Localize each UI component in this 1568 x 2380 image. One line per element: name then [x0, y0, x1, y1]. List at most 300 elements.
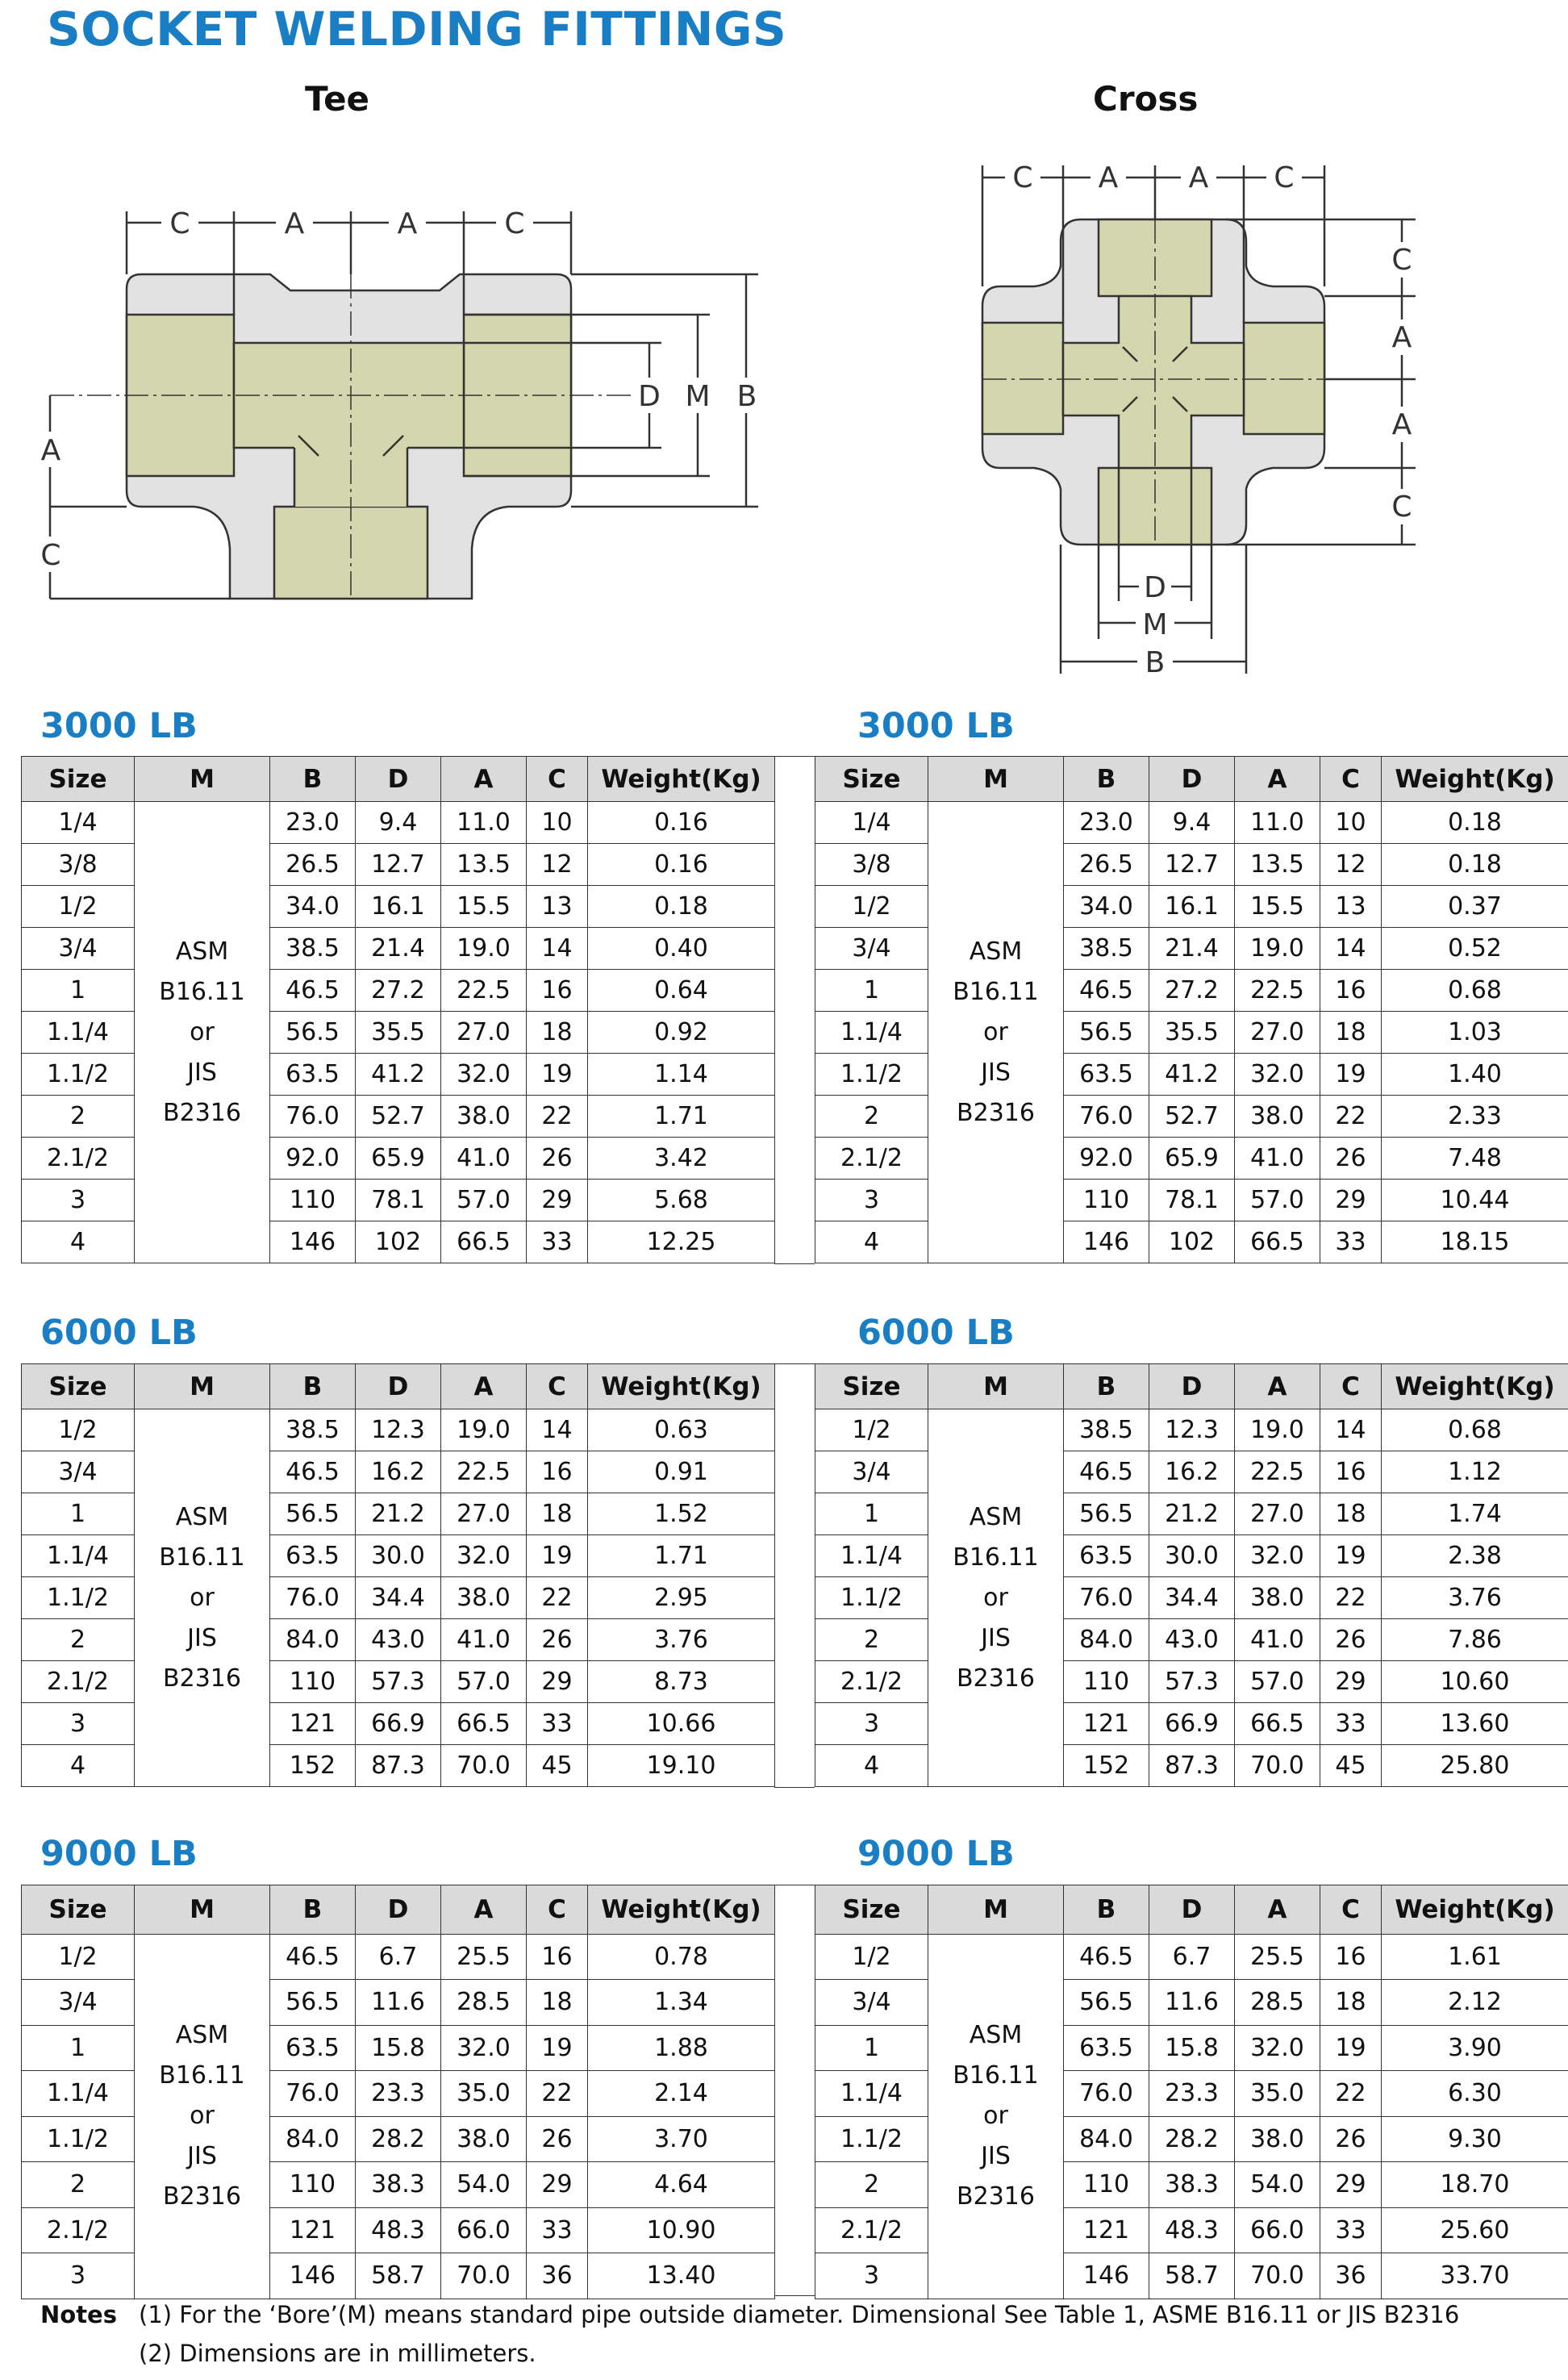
c-cell: 18 [1320, 1493, 1382, 1535]
column-header: Weight(Kg) [1382, 1364, 1568, 1409]
bore-standard-cell [928, 1934, 1064, 2299]
column-header: Size [22, 1364, 135, 1409]
c-cell: 26 [1320, 1138, 1382, 1180]
d-cell: 87.3 [356, 1745, 441, 1787]
b-cell: 23.0 [1064, 802, 1149, 844]
b-cell: 46.5 [270, 970, 356, 1012]
c-cell: 36 [527, 2253, 588, 2299]
size-cell: 3 [22, 1703, 135, 1745]
d-cell: 15.8 [356, 2025, 441, 2071]
b-cell: 56.5 [1064, 1980, 1149, 2026]
notes-item-2: (2) Dimensions are in millimeters. [139, 2340, 536, 2367]
weight-cell: 19.10 [588, 1745, 775, 1787]
cross-dim-d: D [1144, 571, 1166, 604]
d-cell: 41.2 [1149, 1054, 1235, 1096]
a-cell: 19.0 [441, 1409, 527, 1451]
column-header: A [1235, 757, 1320, 802]
c-cell: 26 [1320, 2116, 1382, 2162]
b-cell: 63.5 [270, 1535, 356, 1577]
c-cell: 29 [527, 2162, 588, 2208]
weight-cell: 3.90 [1382, 2025, 1568, 2071]
a-cell: 13.5 [1235, 844, 1320, 886]
column-header: C [1320, 757, 1382, 802]
weight-cell: 1.03 [1382, 1012, 1568, 1054]
d-cell: 21.4 [356, 928, 441, 970]
column-header: Size [815, 1885, 928, 1935]
section-label-6000-cross: 6000 LB [857, 1313, 1015, 1353]
size-cell: 3 [815, 1180, 928, 1221]
d-cell: 65.9 [1149, 1138, 1235, 1180]
tee-dim-b: B [736, 380, 757, 413]
weight-cell: 0.18 [1382, 844, 1568, 886]
a-cell: 38.0 [1235, 1577, 1320, 1619]
a-cell: 11.0 [441, 802, 527, 844]
d-cell: 28.2 [356, 2116, 441, 2162]
table-row [22, 1934, 775, 1980]
column-header: Size [22, 757, 135, 802]
d-cell: 23.3 [1149, 2071, 1235, 2117]
b-cell: 34.0 [270, 886, 356, 928]
size-cell: 3 [815, 2253, 928, 2299]
d-cell: 102 [1149, 1221, 1235, 1263]
size-cell: 1.1/4 [815, 1535, 928, 1577]
weight-cell: 18.15 [1382, 1221, 1568, 1263]
b-cell: 121 [270, 1703, 356, 1745]
table-row [22, 1409, 775, 1451]
d-cell: 43.0 [356, 1619, 441, 1661]
c-cell: 14 [527, 1409, 588, 1451]
c-cell: 26 [527, 1138, 588, 1180]
table-row [815, 1934, 1568, 1980]
a-cell: 57.0 [441, 1180, 527, 1221]
b-cell: 56.5 [1064, 1493, 1149, 1535]
b-cell: 110 [1064, 1661, 1149, 1703]
weight-cell: 0.63 [588, 1409, 775, 1451]
size-cell: 1/4 [815, 802, 928, 844]
weight-cell: 12.25 [588, 1221, 775, 1263]
weight-cell: 7.48 [1382, 1138, 1568, 1180]
tee-6000-table [21, 1363, 775, 1787]
tee-dim-a-left: A [284, 207, 305, 240]
c-cell: 14 [1320, 1409, 1382, 1451]
bore-standard-cell [135, 1934, 270, 2299]
b-cell: 121 [270, 2207, 356, 2253]
weight-cell: 0.18 [1382, 802, 1568, 844]
b-cell: 46.5 [270, 1934, 356, 1980]
weight-cell: 2.14 [588, 2071, 775, 2117]
weight-cell: 1.71 [588, 1535, 775, 1577]
c-cell: 16 [527, 1934, 588, 1980]
c-cell: 10 [527, 802, 588, 844]
weight-cell: 3.70 [588, 2116, 775, 2162]
b-cell: 46.5 [1064, 970, 1149, 1012]
b-cell: 38.5 [270, 1409, 356, 1451]
a-cell: 35.0 [1235, 2071, 1320, 2117]
b-cell: 38.5 [1064, 928, 1149, 970]
cross-dim-a-right: A [1188, 161, 1209, 194]
d-cell: 30.0 [356, 1535, 441, 1577]
weight-cell: 10.66 [588, 1703, 775, 1745]
a-cell: 38.0 [441, 2116, 527, 2162]
b-cell: 26.5 [270, 844, 356, 886]
d-cell: 11.6 [356, 1980, 441, 2026]
bore-standard-line: B2316 [957, 1664, 1035, 1693]
d-cell: 9.4 [356, 802, 441, 844]
table-row [22, 802, 775, 844]
cross-dim-m: M [1142, 608, 1168, 641]
column-header: D [1149, 757, 1235, 802]
c-cell: 33 [527, 2207, 588, 2253]
d-cell: 6.7 [1149, 1934, 1235, 1980]
a-cell: 27.0 [1235, 1012, 1320, 1054]
column-header: B [1064, 1364, 1149, 1409]
size-cell: 1.1/4 [22, 1535, 135, 1577]
size-cell: 1 [22, 970, 135, 1012]
c-cell: 22 [527, 1096, 588, 1138]
d-cell: 102 [356, 1221, 441, 1263]
d-cell: 65.9 [356, 1138, 441, 1180]
b-cell: 152 [270, 1745, 356, 1787]
column-header: A [1235, 1364, 1320, 1409]
weight-cell: 18.70 [1382, 2162, 1568, 2208]
d-cell: 57.3 [1149, 1661, 1235, 1703]
c-cell: 18 [1320, 1980, 1382, 2026]
weight-cell: 0.40 [588, 928, 775, 970]
bore-standard-line: JIS [981, 1058, 1011, 1087]
a-cell: 22.5 [441, 970, 527, 1012]
bore-standard-line: or [190, 1017, 215, 1046]
bore-standard-line: JIS [187, 2142, 217, 2170]
b-cell: 110 [1064, 2162, 1149, 2208]
tee-dim-a-right: A [397, 207, 418, 240]
size-cell: 4 [815, 1745, 928, 1787]
tee-dim-a-vertical: A [40, 434, 61, 467]
b-cell: 146 [1064, 2253, 1149, 2299]
weight-cell: 1.74 [1382, 1493, 1568, 1535]
size-cell: 1/2 [22, 1934, 135, 1980]
bore-standard-cell [928, 802, 1064, 1263]
b-cell: 110 [1064, 1180, 1149, 1221]
d-cell: 12.7 [1149, 844, 1235, 886]
d-cell: 12.3 [356, 1409, 441, 1451]
bore-standard-line: or [983, 2102, 1008, 2130]
c-cell: 45 [527, 1745, 588, 1787]
d-cell: 16.2 [356, 1451, 441, 1493]
page-title: SOCKET WELDING FITTINGS [47, 2, 787, 56]
weight-cell: 1.40 [1382, 1054, 1568, 1096]
c-cell: 19 [527, 2025, 588, 2071]
column-header: M [928, 1364, 1064, 1409]
column-header: A [441, 757, 527, 802]
c-cell: 29 [1320, 2162, 1382, 2208]
c-cell: 22 [1320, 1096, 1382, 1138]
a-cell: 22.5 [1235, 970, 1320, 1012]
weight-cell: 0.18 [588, 886, 775, 928]
bore-standard-line: ASM [175, 937, 229, 966]
c-cell: 22 [527, 1577, 588, 1619]
b-cell: 76.0 [270, 1096, 356, 1138]
column-header: B [270, 757, 356, 802]
column-header: Weight(Kg) [588, 757, 775, 802]
b-cell: 26.5 [1064, 844, 1149, 886]
b-cell: 121 [1064, 2207, 1149, 2253]
c-cell: 33 [527, 1703, 588, 1745]
cross-6000-table [815, 1363, 1568, 1787]
c-cell: 26 [527, 2116, 588, 2162]
column-header: Size [22, 1885, 135, 1935]
a-cell: 28.5 [1235, 1980, 1320, 2026]
size-cell: 3/8 [22, 844, 135, 886]
weight-cell: 2.38 [1382, 1535, 1568, 1577]
a-cell: 54.0 [441, 2162, 527, 2208]
d-cell: 35.5 [356, 1012, 441, 1054]
column-header: B [270, 1364, 356, 1409]
tee-dim-m: M [685, 380, 711, 413]
weight-cell: 1.34 [588, 1980, 775, 2026]
b-cell: 146 [270, 1221, 356, 1263]
bore-standard-line: ASM [969, 2021, 1023, 2049]
d-cell: 58.7 [1149, 2253, 1235, 2299]
a-cell: 54.0 [1235, 2162, 1320, 2208]
column-header: D [356, 1364, 441, 1409]
d-cell: 21.4 [1149, 928, 1235, 970]
table-header-row [815, 757, 1568, 802]
b-cell: 76.0 [270, 1577, 356, 1619]
b-cell: 76.0 [1064, 2071, 1149, 2117]
size-cell: 2.1/2 [22, 1138, 135, 1180]
column-header: C [527, 1364, 588, 1409]
c-cell: 26 [527, 1619, 588, 1661]
weight-cell: 10.44 [1382, 1180, 1568, 1221]
c-cell: 22 [1320, 1577, 1382, 1619]
a-cell: 41.0 [441, 1138, 527, 1180]
size-cell: 3/4 [22, 1980, 135, 2026]
size-cell: 3/4 [815, 1980, 928, 2026]
c-cell: 18 [527, 1493, 588, 1535]
d-cell: 38.3 [356, 2162, 441, 2208]
bore-standard-line: B16.11 [953, 977, 1039, 1006]
a-cell: 22.5 [441, 1451, 527, 1493]
size-cell: 3 [22, 2253, 135, 2299]
section-label-9000-cross: 9000 LB [857, 1834, 1015, 1874]
a-cell: 27.0 [441, 1493, 527, 1535]
bore-standard-cell [135, 802, 270, 1263]
b-cell: 63.5 [1064, 2025, 1149, 2071]
weight-cell: 1.14 [588, 1054, 775, 1096]
b-cell: 63.5 [1064, 1054, 1149, 1096]
d-cell: 43.0 [1149, 1619, 1235, 1661]
weight-cell: 0.16 [588, 802, 775, 844]
c-cell: 18 [1320, 1012, 1382, 1054]
b-cell: 63.5 [270, 2025, 356, 2071]
c-cell: 16 [1320, 970, 1382, 1012]
b-cell: 146 [270, 2253, 356, 2299]
c-cell: 12 [1320, 844, 1382, 886]
size-cell: 4 [22, 1745, 135, 1787]
size-cell: 2.1/2 [815, 1138, 928, 1180]
size-cell: 3/8 [815, 844, 928, 886]
column-header: C [1320, 1364, 1382, 1409]
a-cell: 32.0 [1235, 1054, 1320, 1096]
table-divider-9000 [774, 1885, 815, 2296]
a-cell: 35.0 [441, 2071, 527, 2117]
b-cell: 84.0 [1064, 1619, 1149, 1661]
weight-cell: 13.60 [1382, 1703, 1568, 1745]
a-cell: 19.0 [1235, 1409, 1320, 1451]
column-header: D [1149, 1364, 1235, 1409]
weight-cell: 0.91 [588, 1451, 775, 1493]
column-header: C [1320, 1885, 1382, 1935]
c-cell: 45 [1320, 1745, 1382, 1787]
column-header: M [135, 757, 270, 802]
c-cell: 29 [1320, 1661, 1382, 1703]
tee-dim-c-vertical: C [40, 539, 61, 572]
b-cell: 110 [270, 2162, 356, 2208]
weight-cell: 0.64 [588, 970, 775, 1012]
size-cell: 3 [815, 1703, 928, 1745]
d-cell: 38.3 [1149, 2162, 1235, 2208]
d-cell: 27.2 [356, 970, 441, 1012]
column-header: Weight(Kg) [588, 1885, 775, 1935]
c-cell: 33 [527, 1221, 588, 1263]
table-header-row [22, 1364, 775, 1409]
d-cell: 34.4 [356, 1577, 441, 1619]
weight-cell: 0.37 [1382, 886, 1568, 928]
d-cell: 52.7 [356, 1096, 441, 1138]
a-cell: 66.5 [1235, 1221, 1320, 1263]
c-cell: 19 [1320, 1054, 1382, 1096]
c-cell: 16 [527, 970, 588, 1012]
size-cell: 1/2 [815, 1934, 928, 1980]
weight-cell: 25.60 [1382, 2207, 1568, 2253]
size-cell: 2.1/2 [815, 1661, 928, 1703]
d-cell: 48.3 [1149, 2207, 1235, 2253]
b-cell: 46.5 [1064, 1934, 1149, 1980]
cross-dim-c-left: C [1012, 161, 1033, 194]
size-cell: 1.1/4 [22, 2071, 135, 2117]
size-cell: 1.1/2 [22, 2116, 135, 2162]
table-header-row [22, 1885, 775, 1935]
weight-cell: 5.68 [588, 1180, 775, 1221]
d-cell: 11.6 [1149, 1980, 1235, 2026]
b-cell: 84.0 [270, 2116, 356, 2162]
a-cell: 57.0 [1235, 1661, 1320, 1703]
a-cell: 27.0 [1235, 1493, 1320, 1535]
bore-standard-line: B16.11 [159, 977, 245, 1006]
bore-standard-line: or [983, 1017, 1008, 1046]
weight-cell: 2.33 [1382, 1096, 1568, 1138]
a-cell: 19.0 [1235, 928, 1320, 970]
column-header: B [1064, 1885, 1149, 1935]
column-header: A [1235, 1885, 1320, 1935]
b-cell: 38.5 [270, 928, 356, 970]
weight-cell: 1.71 [588, 1096, 775, 1138]
b-cell: 76.0 [1064, 1577, 1149, 1619]
size-cell: 1/2 [22, 886, 135, 928]
column-header: M [928, 757, 1064, 802]
cross-drawing [807, 0, 1568, 694]
bore-standard-line: or [190, 1583, 215, 1612]
weight-cell: 3.76 [588, 1619, 775, 1661]
c-cell: 29 [527, 1180, 588, 1221]
weight-cell: 1.88 [588, 2025, 775, 2071]
weight-cell: 0.68 [1382, 970, 1568, 1012]
d-cell: 78.1 [1149, 1180, 1235, 1221]
size-cell: 2.1/2 [22, 2207, 135, 2253]
bore-standard-line: JIS [981, 1623, 1011, 1652]
cross-3000-table [815, 756, 1568, 1263]
weight-cell: 1.61 [1382, 1934, 1568, 1980]
c-cell: 13 [1320, 886, 1382, 928]
size-cell: 1.1/2 [815, 2116, 928, 2162]
b-cell: 76.0 [1064, 1096, 1149, 1138]
c-cell: 12 [527, 844, 588, 886]
a-cell: 13.5 [441, 844, 527, 886]
size-cell: 1.1/2 [815, 1577, 928, 1619]
c-cell: 18 [527, 1980, 588, 2026]
b-cell: 63.5 [270, 1054, 356, 1096]
a-cell: 32.0 [1235, 1535, 1320, 1577]
a-cell: 41.0 [1235, 1619, 1320, 1661]
bore-standard-line: B2316 [163, 1664, 241, 1693]
bore-standard-line: B2316 [957, 1098, 1035, 1127]
size-cell: 2 [22, 1096, 135, 1138]
c-cell: 18 [527, 1012, 588, 1054]
size-cell: 2.1/2 [815, 2207, 928, 2253]
d-cell: 6.7 [356, 1934, 441, 1980]
table-header-row [22, 757, 775, 802]
a-cell: 32.0 [441, 1054, 527, 1096]
table-header-row [815, 1885, 1568, 1935]
size-cell: 3/4 [22, 1451, 135, 1493]
a-cell: 57.0 [441, 1661, 527, 1703]
d-cell: 87.3 [1149, 1745, 1235, 1787]
a-cell: 66.0 [1235, 2207, 1320, 2253]
weight-cell: 1.52 [588, 1493, 775, 1535]
bore-standard-cell [135, 1409, 270, 1787]
weight-cell: 10.60 [1382, 1661, 1568, 1703]
tee-dim-d: D [638, 380, 661, 413]
size-cell: 2 [22, 2162, 135, 2208]
bore-standard-line: B16.11 [953, 1543, 1039, 1572]
a-cell: 70.0 [441, 2253, 527, 2299]
d-cell: 12.7 [356, 844, 441, 886]
column-header: Weight(Kg) [1382, 757, 1568, 802]
bore-standard-line: JIS [187, 1058, 217, 1087]
weight-cell: 2.95 [588, 1577, 775, 1619]
column-header: D [356, 757, 441, 802]
b-cell: 121 [1064, 1703, 1149, 1745]
table-row [815, 802, 1568, 844]
weight-cell: 25.80 [1382, 1745, 1568, 1787]
a-cell: 25.5 [441, 1934, 527, 1980]
size-cell: 1 [22, 2025, 135, 2071]
column-header: C [527, 757, 588, 802]
weight-cell: 0.92 [588, 1012, 775, 1054]
bore-standard-line: JIS [981, 2142, 1011, 2170]
size-cell: 1.1/2 [815, 1054, 928, 1096]
size-cell: 4 [815, 1221, 928, 1263]
cross-figure-label: Cross [1093, 79, 1199, 119]
b-cell: 23.0 [270, 802, 356, 844]
c-cell: 19 [1320, 1535, 1382, 1577]
cross-dim-a-upper: A [1391, 321, 1412, 354]
notes-heading: Notes [40, 2301, 117, 2328]
weight-cell: 8.73 [588, 1661, 775, 1703]
b-cell: 56.5 [1064, 1012, 1149, 1054]
b-cell: 84.0 [1064, 2116, 1149, 2162]
c-cell: 14 [527, 928, 588, 970]
